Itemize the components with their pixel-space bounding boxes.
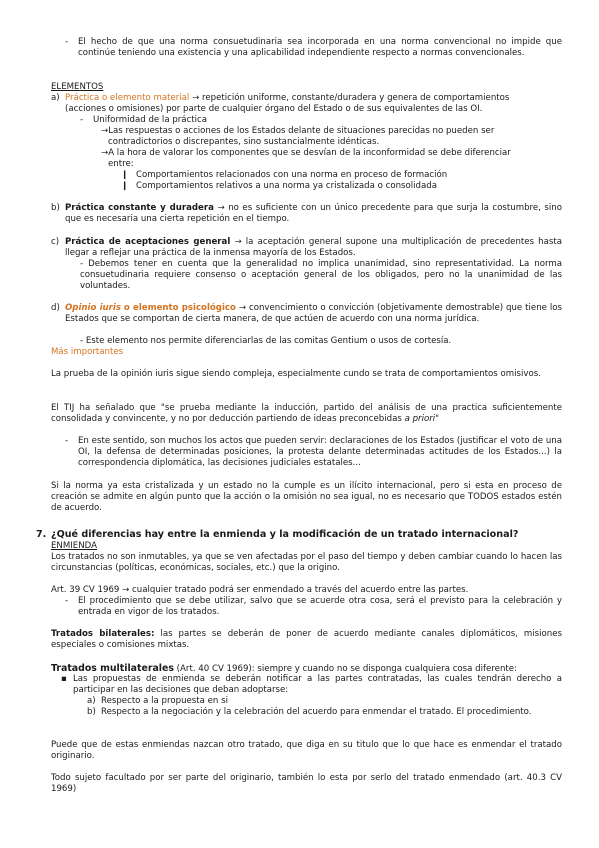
bilaterales-text: las partes se deberán de poner de acuerdo mediante canales diplomáticos, misiones especiales o comisiones mixtas.: [51, 629, 562, 650]
bullet-b-text: Respecto a la negociación y la celebración del acuerdo para enmendar el tratado. El procedimiento.: [101, 707, 532, 717]
item-c-term: Práctica de aceptaciones general: [65, 237, 231, 247]
art39-sub: El procedimiento que se debe utilizar, salvo que se acuerde otra cosa, será el previsto para la celebración y entrada en vigor de los tratados.: [78, 596, 562, 617]
bullet-marker: ▪: [61, 674, 67, 684]
enmienda-heading: ENMIENDA: [51, 541, 98, 551]
dash-marker: -: [65, 436, 69, 446]
bar-marker: ❙: [121, 181, 129, 191]
question-number: 7.: [36, 529, 47, 540]
intro-paragraph: El hecho de que una norma consuetudinaria sea incorporada en una norma convencional no impide que continúe teniendo una existencia y una aplicabilidad independiente respecto a normas convencionales.: [78, 37, 562, 58]
item-c-sub: - Debemos tener en cuenta que la generalidad no implica unanimidad, sino representatividad. La norma consuetudinaria requiere consenso o aceptación general de los obligados, pero no la unanimidad de las voluntades.: [80, 259, 562, 291]
item-b-text: → no es suficiente con un único precedente para que surja la costumbre, sino que es necesaria una cierta repetición en el tiempo.: [65, 203, 563, 224]
item-d-term-italic: Opinio iuris: [65, 303, 121, 313]
dash-marker: -: [65, 37, 69, 47]
item-d-note: Más importantes: [51, 347, 124, 357]
item-d-paragraph: [65, 303, 562, 325]
bar-marker: ❙: [121, 170, 129, 180]
tij-text: El TIJ ha señalado que "se prueba mediante la inducción, partido del análisis de una practica suficientemente consolidada y convincente, y no por deducción partiendo de ideas preconcebidas: [51, 403, 562, 424]
item-d-marker: d): [51, 303, 60, 313]
item-a-bar-1: Comportamientos relacionados con una norma en proceso de formación: [136, 170, 448, 180]
item-a-line: [65, 93, 509, 104]
item-a-marker: a): [51, 93, 60, 103]
dash-marker: -: [65, 596, 69, 606]
art39-line: Art. 39 CV 1969 → cualquier tratado podrá ser enmendado a través del acuerdo entre las partes.: [51, 585, 469, 595]
item-d-text: → convencimiento o convicción (objetivamente demostrable) que tiene los Estados que se comportan de cierta manera, de que actúen de acuerdo con una norma jurídica.: [65, 303, 563, 324]
item-a-text-cont: (acciones o omisiones) por parte de cualquier órgano del Estado o de sus equivalentes de las OI.: [65, 104, 483, 114]
sujeto-paragraph: Todo sujeto facultado por ser parte del originario, también lo esta por serlo del tratado enmendado (art. 40.3 CV 1969): [51, 773, 562, 794]
item-d-term: o elemento psicológico: [123, 303, 236, 313]
dash-marker: -: [80, 115, 84, 125]
question-title: ¿Qué diferencias hay entre la enmienda y la modificación de un tratado internacional?: [51, 529, 519, 540]
cristalizada-paragraph: Si la norma ya esta cristalizada y un estado no la cumple es un ilícito internacional, pero si esta en proceso de creación se admite en algún punto que la acción o la omisión no sea igual, no es necesario que TODOS estados estén de acuerdo.: [51, 481, 562, 513]
item-c-marker: c): [51, 237, 60, 247]
tij-italic: a priori: [404, 414, 436, 424]
item-a-term: Práctica o elemento material: [65, 93, 190, 103]
item-b-paragraph: [65, 203, 562, 225]
bilaterales-term: Tratados bilaterales:: [51, 629, 155, 639]
item-a-bar-2: Comportamientos relativos a una norma ya cristalizada o consolidada: [136, 181, 437, 191]
bullet-a-marker: a): [87, 696, 96, 706]
bilaterales-paragraph: [51, 629, 562, 651]
nuevo-tratado-paragraph: Puede que de estas enmiendas nazcan otro tratado, que diga en su titulo que lo que hace es enmendar el tratado originario.: [51, 740, 562, 761]
item-b-marker: b): [51, 203, 60, 213]
opinion-paragraph: La prueba de la opinión iuris sigue siendo compleja, especialmente cundo se trata de comportamientos omisivos.: [51, 369, 541, 379]
bullet-b-marker: b): [87, 707, 96, 717]
tij-paragraph: [51, 403, 562, 425]
item-c-text: → la aceptación general supone una multiplicación de precedentes hasta llegar a reflejar una práctica de la inmensa mayoría de los Estados.: [65, 237, 563, 258]
item-c-paragraph: [65, 237, 562, 259]
item-a-arrow2-cont: entre:: [108, 159, 134, 169]
tij-end: ": [435, 414, 440, 424]
multilaterales-bullet: Las propuestas de enmienda se deberán notificar a las partes contratadas, las cuales tendrán derecho a participar en las decisiones que deban adoptarse:: [73, 674, 562, 695]
tij-sub: En este sentido, son muchos los actos que pueden servir: declaraciones de los Estados (justificar el voto de una OI, la defensa de determinadas posiciones, la protesta delante determinadas actitudes de los Estados...) la correspondencia diplomática, las decisiones judiciales estatales...: [78, 436, 562, 468]
elementos-heading: ELEMENTOS: [51, 82, 104, 92]
multilaterales-text: (Art. 40 CV 1969): siempre y cuando no se disponga cualquiera cosa diferente:: [173, 664, 517, 674]
item-a-text: → repetición uniforme, constante/duradera y genera de comportamientos: [192, 93, 510, 103]
multilaterales-term: Tratados multilaterales: [51, 663, 174, 674]
item-a-sub: Uniformidad de la práctica: [93, 115, 208, 125]
item-a-arrow2: →A la hora de valorar los componentes que se desvían de la inconformidad se debe diferenciar: [101, 148, 511, 158]
item-b-term: Práctica constante y duradera: [65, 203, 214, 213]
enmienda-intro: Los tratados no son inmutables, ya que se ven afectadas por el paso del tiempo y deben cambiar cuando lo hacen las circunstancias (políticas, económicas, sociales, etc.) que la origino.: [51, 552, 562, 573]
item-d-sub: - Este elemento nos permite diferenciarlas de las comitas Gentium o usos de cortesía.: [80, 336, 452, 346]
item-a-arrow1: →Las respuestas o acciones de los Estados delante de situaciones parecidas no pueden ser: [101, 126, 495, 136]
bullet-a-text: Respecto a la propuesta en si: [101, 696, 228, 706]
item-a-arrow1-cont: contradictorios o discrepantes, sino sustancialmente idénticas.: [108, 137, 380, 147]
